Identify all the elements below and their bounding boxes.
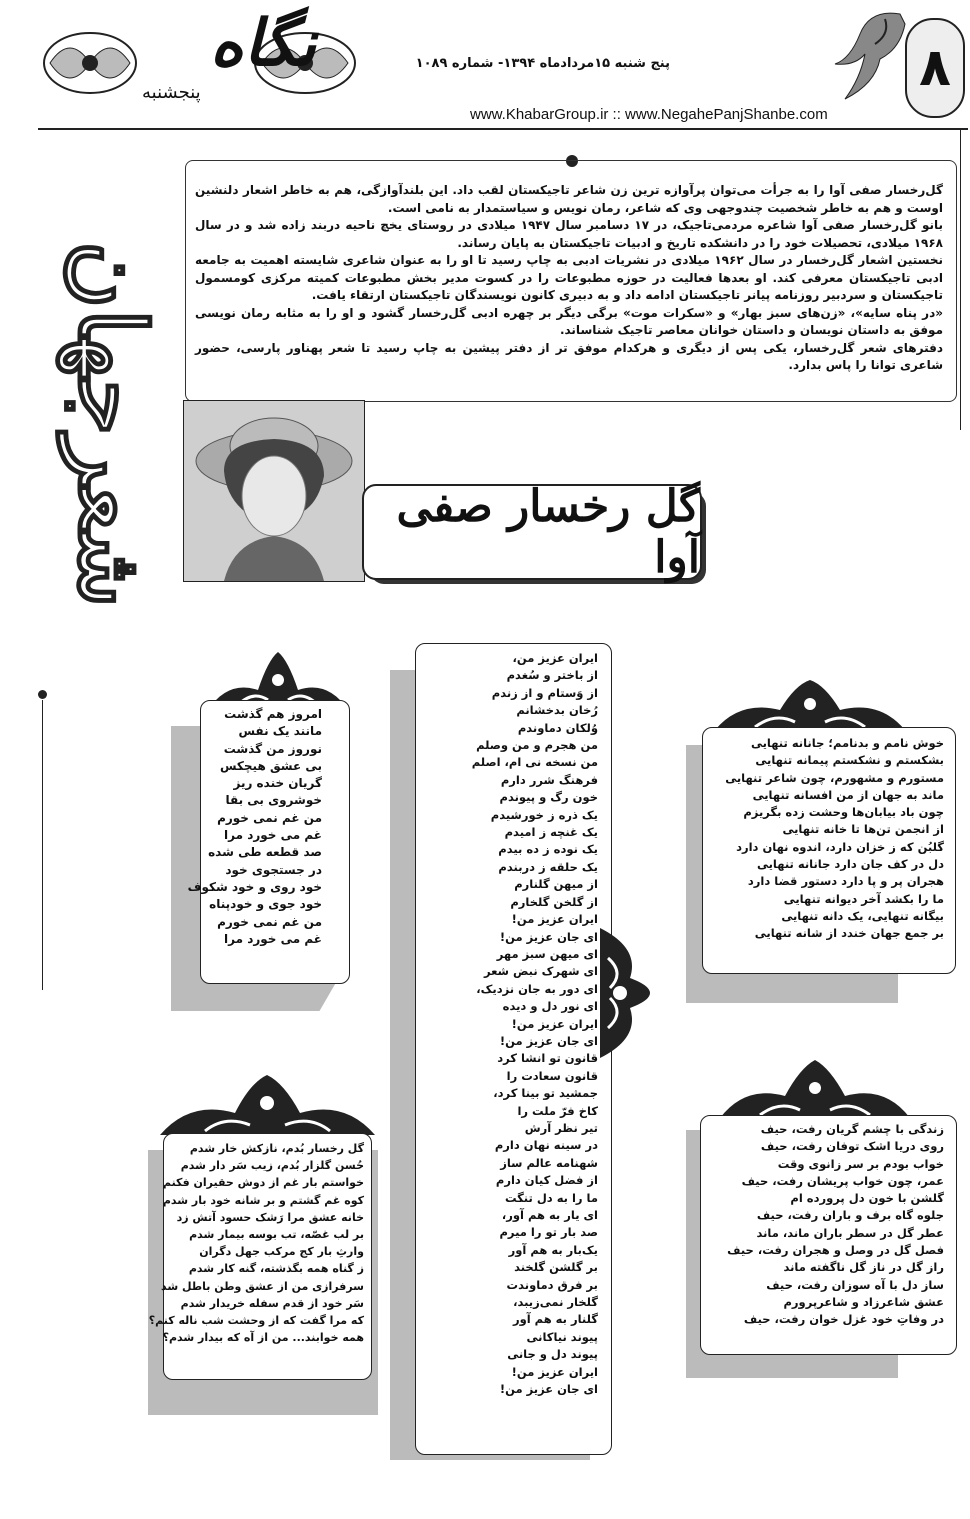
- side-ornament-icon: [600, 928, 670, 1058]
- poem-line: ای جان عزیز من!: [499, 1033, 598, 1048]
- poem-line: بر گلشن گلخند: [514, 1260, 598, 1275]
- poet-portrait-icon: [184, 401, 364, 581]
- poem-line: ما را به دل تنگت: [504, 1190, 598, 1205]
- poem-line: راز گل در ناز گل ناگفته ماند: [783, 1260, 944, 1275]
- poem-bottom-left: [148, 1140, 364, 1346]
- poem-line: زندگی با چشم گریان رفت، حیف: [760, 1122, 944, 1136]
- poem-bottom-right: [712, 1121, 944, 1329]
- poem-line: نوروز من گذشت: [223, 741, 322, 756]
- poem-line: گلنار به هم آور: [512, 1312, 598, 1327]
- poem-top-right: [712, 735, 944, 943]
- poem-line: حُسن گلزار بُدم، زیب سَر دار شدم: [180, 1159, 364, 1173]
- header-divider: [38, 128, 968, 130]
- poem-line: فصل گل در وصل و هجران رفت، حیف: [727, 1243, 944, 1258]
- poem-line: گل رخسار بُدم، نازکش خار شدم: [189, 1142, 364, 1155]
- poem-line: از وَستام و از زندم: [491, 685, 598, 700]
- poem-line: تیر نظر آرش: [524, 1120, 598, 1135]
- arabesque-ornament-icon: [715, 680, 905, 732]
- poem-line: عطر گل در سطر باران ماند، ماند: [756, 1225, 944, 1240]
- poem-line: چون باد بیابان‌ها وحشت زده بگریزم: [743, 805, 944, 820]
- poem-line: پیوند نیاکانی: [526, 1329, 598, 1344]
- issue-date: پنج شنبه ۱۵مردادماه ۱۳۹۴- شماره ۱۰۸۹: [415, 56, 670, 71]
- poem-line: یک غنچه ز امیدم: [504, 825, 598, 840]
- poem-line: در جستجوی خود: [225, 862, 322, 877]
- poem-line: یک ذره ز خورشیدم: [490, 807, 598, 822]
- poem-line: رُخان بدخشانم: [516, 703, 598, 718]
- poem-line: خود جوی و خودپناه: [209, 897, 322, 912]
- poem-line: گریان خنده ریز: [233, 776, 322, 791]
- poem-line: کوه غم گشتم و بر شانه خود بار شدم: [162, 1193, 364, 1207]
- poem-line: از میهن گلنارم: [514, 877, 598, 892]
- poem-line: سَر خود از قدم سفله خریدار شدم: [180, 1296, 364, 1310]
- poem-line: شهنامه عالم ساز: [500, 1155, 598, 1170]
- poem-line: بر لب غصّه، تب بوسه بیمار شدم: [189, 1228, 364, 1242]
- page-header: [0, 0, 970, 130]
- poem-line: ایران عزیز من،: [512, 651, 598, 665]
- header-ornament-left-icon: [40, 28, 140, 98]
- poem-line: وُلکان دماوندم: [517, 720, 598, 735]
- poem-line: از باختر و سُغدم: [506, 668, 598, 683]
- poem-line: خواستم بار غم از دوش حقیران فکنم: [162, 1176, 364, 1190]
- poem-line: پیوند دل و جانی: [507, 1347, 598, 1362]
- section-title: [52, 200, 172, 650]
- poem-line: از انجمن تن‌ها تا خانه تنهایی: [782, 822, 944, 837]
- poem-line: غم می خورد مرا: [224, 931, 322, 946]
- poem-line: ما را بکشد آخر دیوانه تنهایی: [783, 891, 944, 906]
- poem-line: مانند یک نفس: [238, 724, 322, 739]
- poem-top-left: [187, 706, 322, 948]
- poem-line: در سینه نهان دارم: [494, 1138, 598, 1153]
- poem-line: یک نوده ز ده بیدم: [498, 842, 598, 857]
- poem-line: ماند به جهان از من افسانه تنهایی: [752, 787, 944, 802]
- poem-line: خواب بودم بر سر زانوی وقت: [777, 1156, 944, 1171]
- poem-line: هجران پر و پا دارد دستور قضا دارد: [747, 874, 944, 889]
- intro-paragraph: گل‌رخسار صفی آوا را به جرأت می‌توان پرآوازه ترین زن شاعر تاجیکستان لقب داد. این بلندآوازگی، هم به خاطر اشعار دلنشین اوست و هم به خاطر شخصیت چندوجهی وی که شاعر، رمان نویس و سیاستمدار به نامی است.: [195, 183, 943, 215]
- poem-line: ساز دل با آه سوزان رفت، حیف: [766, 1277, 944, 1292]
- right-border-line: [960, 130, 961, 430]
- poem-line: ای جان عزیز من!: [499, 929, 598, 944]
- poem-line: بر فرق دماوندت: [506, 1277, 598, 1292]
- intro-paragraph: «در پناه سایه»، «زن‌های سبز بهار» و «سکرات موت» برگی دیگر بر چهره ادبی گل‌رخسار گشود و او را به مثابه رمان نویسی موفق به داستان نویسان و داستان خوانان معاصر تاجیک شناساند.: [195, 305, 943, 337]
- poem-line: قانون سعادت را: [506, 1068, 598, 1083]
- poem-line: بی عشق هیچکس: [219, 758, 322, 773]
- poem-line: گلخار نمی‌زیبد،: [513, 1295, 598, 1310]
- poem-line: من هجرم و من وصلم: [476, 738, 598, 753]
- poem-line: ای میهن سبز مهر: [496, 946, 598, 961]
- left-line-dot: [38, 690, 47, 699]
- poem-line: وارثِ بار کج مرکب جهل دگران: [199, 1245, 364, 1259]
- left-vertical-line: [42, 700, 43, 990]
- poem-line: همه خوابند... من از آه که بیدار شدم؟: [162, 1331, 364, 1345]
- newspaper-logo-subtitle: پنجشنبه: [142, 82, 201, 103]
- poem-line: من غم نمی خورم: [217, 914, 322, 929]
- poem-line: صد بار تو را میرم: [499, 1225, 598, 1240]
- poem-line: که مرا گفت که از وحشت شب ناله کنم؟: [148, 1314, 364, 1328]
- poem-line: ایران عزیز من!: [511, 1364, 598, 1379]
- arabesque-ornament-icon: [160, 1075, 375, 1137]
- poem-line: ای نور دل و دیده: [502, 999, 598, 1014]
- website-links[interactable]: www.KhabarGroup.ir :: www.NegahePanjShanbe.com: [470, 106, 828, 123]
- poem-line: جمشید تو بینا کرد،: [493, 1086, 598, 1101]
- poem-line: بر جمع جهان خندد از شانه تنهایی: [754, 926, 944, 941]
- poem-line: سرفرازی من از عشق وطن باطل شد: [160, 1279, 364, 1293]
- poem-line: من نسخه نی ام، اصلم: [471, 755, 598, 770]
- poem-line: خوشروی بی بقا: [225, 793, 322, 808]
- poem-line: از گلخن گلخارم: [510, 894, 598, 909]
- poem-line: خانه عشق مرا رَشک حسود آتش زد: [176, 1210, 364, 1224]
- poem-center: [440, 650, 598, 1398]
- poem-line: ای دور به جان نزدیک،: [476, 981, 598, 996]
- poet-name: گل رخسار صفی آوا: [396, 481, 700, 583]
- poem-line: قانون تو انشا کرد: [497, 1051, 598, 1066]
- poem-line: عمر، چون خواب پریشان رفت، حیف: [741, 1173, 944, 1188]
- intro-paragraph: نخستین اشعار گل‌رخسار در سال ۱۹۶۲ میلادی در نشریات ادبی به چاپ رسید تا او را به عنوان شاعری شایسته اهمیت به جامعه ادبی تاجیکستان معرفی کند. او بعدها فعالیت در حوزه مطبوعات را در کسوت مدیر بخش مطبوعات کمیته مرکزی کومسمول تاجیکستان و سردبیر روزنامه پیانر تاجیکستان ادامه داد و به دبیری کانون نویسندگان تاجیکستان ارتقاء یافت.: [195, 253, 944, 302]
- intro-text: [195, 182, 943, 375]
- poem-line: روی دریا اشک توفان رفت، حیف: [760, 1139, 944, 1154]
- poem-line: امروز هم گذشت: [224, 707, 322, 721]
- poem-line: ای یار به هم آور،: [501, 1208, 598, 1222]
- poem-line: من غم نمی خورم: [217, 810, 322, 825]
- poem-line: دل در کف جان دارد جانانه تنهایی: [756, 857, 944, 872]
- poem-line: غم می خورد مرا: [224, 828, 322, 843]
- section-title-text: شعرجهان: [58, 241, 166, 609]
- poem-line: صد قطعه طی شده: [208, 845, 322, 860]
- poem-line: از فضل کیان دارم: [495, 1173, 598, 1188]
- intro-paragraph: بانو گل‌رخسار صفی آوا شاعره مردمی‌تاجیک، در ۱۷ دسامبر سال ۱۹۴۷ میلادی در روستای یخچ ناحیه دربند زاده شد و در سال ۱۹۶۸ میلادی، تحصیلات خود را در دانشکده تاریخ و ادبیات تاجیکستان به پایان رساند.: [195, 218, 943, 250]
- poem-line: ای جان عزیز من!: [499, 1382, 598, 1397]
- poem-line: خون رگ و پیوندم: [499, 790, 598, 805]
- poem-line: ز گناه همه بگذشته، گنه کار شدم: [188, 1262, 364, 1276]
- poem-line: فرهنگ شرر دارم: [500, 772, 598, 787]
- poet-name-box: [362, 481, 702, 583]
- poem-line: خوش نامم و بدنامم؛ جانانه تنهایی: [750, 736, 944, 750]
- poem-line: کاخ فرّ ملت را: [517, 1103, 598, 1118]
- newspaper-logo: نگاه: [210, 6, 317, 81]
- poem-line: گلشن با خون دل پرورده ام: [790, 1191, 944, 1206]
- intro-paragraph: دفترهای شعر گل‌رخسار، یکی پس از دیگری و هرکدام موفق تر از دفتر پیشین به چاپ رسید تا شعر پهناور پارسی، حضور شاعری توانا را پاس بدارد.: [195, 340, 943, 372]
- poem-line: خود روی و خود شکوف: [187, 879, 322, 894]
- poem-line: در وفاتِ خود غزل خوان رفت، حیف: [743, 1312, 944, 1327]
- poem-line: بشکستم و نشکستم پیمانه تنهایی: [755, 753, 944, 768]
- poem-line: مستورم و مشهورم، چون شاعر تنهایی: [725, 770, 944, 785]
- poem-line: یک‌بار به هم آور: [508, 1242, 598, 1257]
- poem-line: ایران عزیز من!: [511, 1016, 598, 1031]
- phoenix-bird-icon: [830, 4, 910, 104]
- poet-photo: [183, 400, 365, 582]
- poem-line: ایران عزیز من!: [511, 912, 598, 927]
- poem-line: عشق شاعرزاد و شاعرپرورم: [783, 1294, 944, 1309]
- poem-line: بیگانه تنهایی، یک دانه تنهایی: [781, 908, 944, 923]
- poem-line: یک حلقه ز دربندم: [498, 859, 598, 874]
- poem-line: ای شهرک نبض شعر: [484, 964, 598, 979]
- poem-line: گلبُن که ز خزان دارد، اندوه نهان دارد: [736, 839, 944, 854]
- arabesque-ornament-icon: [720, 1060, 910, 1120]
- poem-line: جلوه گاه برف و باران رفت، حیف: [756, 1208, 944, 1223]
- page-number: ۸: [905, 18, 965, 118]
